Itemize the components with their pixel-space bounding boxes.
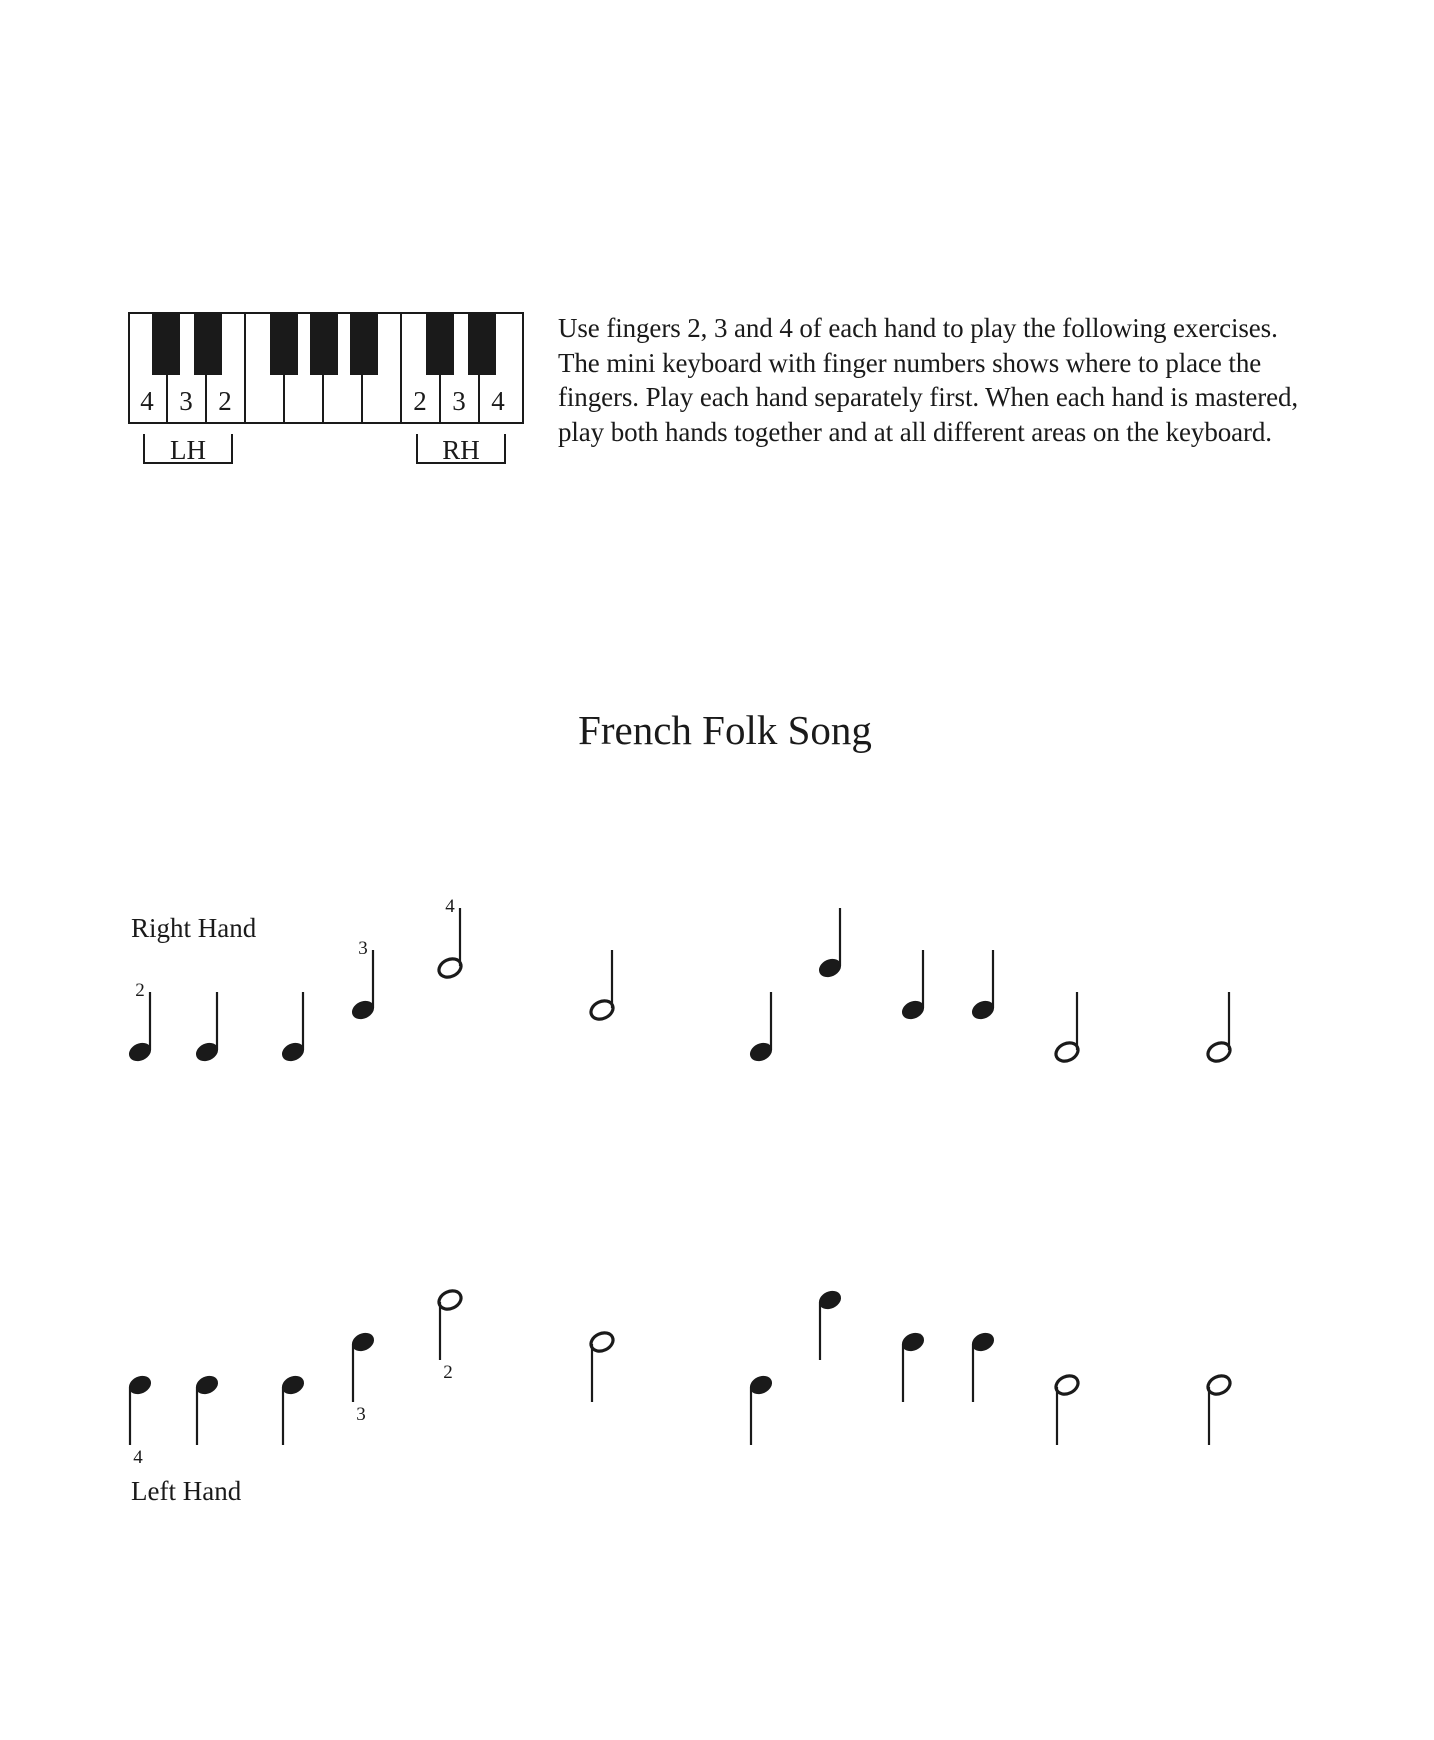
left-hand-half-note [1205, 1372, 1233, 1445]
rh-finger-number: 2 [413, 386, 427, 416]
left-hand-quarter-note [349, 1329, 377, 1425]
fingering-number: 3 [356, 1404, 366, 1425]
left-hand-half-note [588, 1329, 616, 1402]
left-hand-quarter-note [279, 1372, 307, 1445]
left-hand-half-note [436, 1287, 464, 1383]
right-hand-quarter-note [349, 938, 377, 1023]
instructions-line: Use fingers 2, 3 and 4 of each hand to play the following exercises. [558, 313, 1278, 343]
left-hand-quarter-note [816, 1287, 844, 1360]
right-hand-quarter-note [126, 980, 154, 1065]
left-hand-quarter-note [747, 1372, 775, 1445]
left-hand-quarter-note [193, 1372, 221, 1445]
song-title: French Folk Song [578, 707, 872, 753]
left-hand-half-note [1053, 1372, 1081, 1445]
right-hand-quarter-note [193, 992, 221, 1065]
right-hand-half-note [1053, 992, 1081, 1065]
fingering-number: 3 [358, 938, 368, 959]
right-hand-quarter-note [969, 950, 997, 1023]
right-hand-label: Right Hand [131, 913, 257, 943]
right-hand-quarter-note [747, 992, 775, 1065]
lh-finger-number: 2 [218, 386, 232, 416]
right-hand-quarter-note [899, 950, 927, 1023]
right-hand-quarter-note [816, 908, 844, 981]
fingering-number: 4 [445, 896, 455, 917]
left-hand-quarter-note [969, 1329, 997, 1402]
lh-label: LH [170, 435, 206, 465]
rh-finger-number: 3 [452, 386, 466, 416]
rh-label: RH [442, 435, 480, 465]
rh-finger-number: 4 [491, 386, 505, 416]
fingering-number: 2 [443, 1362, 453, 1383]
lh-finger-number: 3 [179, 386, 193, 416]
right-hand-half-note [1205, 992, 1233, 1065]
right-hand-half-note [436, 896, 464, 981]
fingering-number: 2 [135, 980, 145, 1001]
left-hand-quarter-note [899, 1329, 927, 1402]
right-hand-half-note [588, 950, 616, 1023]
lh-finger-number: 4 [140, 386, 154, 416]
right-hand-quarter-note [279, 992, 307, 1065]
instructions-line: The mini keyboard with finger numbers shows where to place the [558, 347, 1262, 378]
left-hand-quarter-note [126, 1372, 154, 1468]
instructions-line: play both hands together and at all different areas on the keyboard. [558, 416, 1272, 447]
fingering-number: 4 [133, 1447, 143, 1468]
left-hand-label: Left Hand [131, 1476, 242, 1506]
instructions-line: fingers. Play each hand separately first. When each hand is mastered, [558, 382, 1299, 412]
